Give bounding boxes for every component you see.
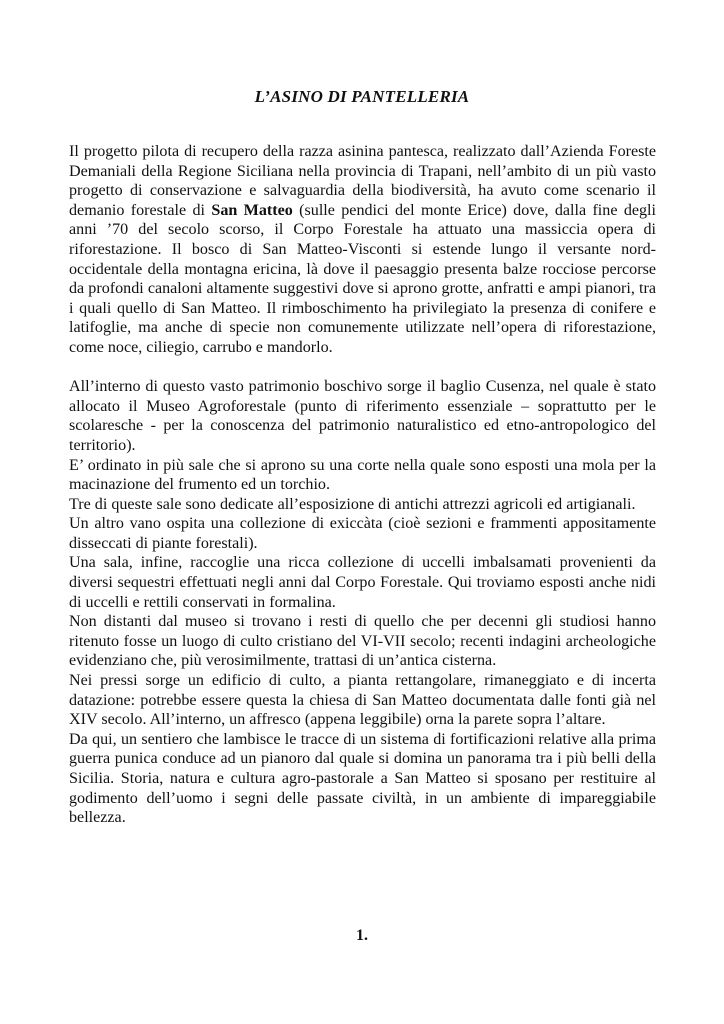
paragraph-san-matteo-project [69,142,656,358]
bold-place-name: San Matteo [211,201,293,219]
paragraph-birds: Una sala, infine, raccoglie una ricca collezione di uccelli imbalsamati provenienti da diversi sequestri effettuati negli anni dal Corpo Forestale. Qui troviamo esposti anche nidi di uccelli e rettili conservati in formalina. [69,554,656,611]
document-title: L’ASINO DI PANTELLERIA [254,87,470,106]
document-body [69,142,656,828]
paragraph-tools: Tre di queste sale sono dedicate all’esposizione di antichi attrezzi agricoli ed artigianali. [69,495,636,513]
paragraph-text: (sulle pendici del monte Erice) dove, dalla fine degli anni ’70 del secolo scorso, il Corpo Forestale ha attuato una massiccia opera di riforestazione. Il bosco di San Matteo-Visconti si estende lungo il versante nord-occidentale della montagna ericina, là dove il paesaggio presenta balze rocciose percorse da profondi canaloni altamente suggestivi dove si aprono grotte, anfratti e ampi pianori, tra i quali quello di San Matteo. Il rimboschimento ha privilegiato la presenza di conifere e latifoglie, ma anche di specie non comunemente utilizzate nell’opera di riforestazione, come noce, ciliegio, carrubo e mandorlo. [69,201,656,356]
paragraph-ruins: Non distanti dal museo si trovano i resti di quello che per decenni gli studiosi hanno ritenuto fosse un luogo di culto cristiano del VI-VII secolo; recenti indagini archeologiche evidenziano che, più verosimilmente, trattasi di un’antica cisterna. [69,613,656,670]
paragraph-museum: All’interno di questo vasto patrimonio boschivo sorge il baglio Cusenza, nel quale è stato allocato il Museo Agroforestale (punto di riferimento essenziale – soprattutto per le scolaresche - per la conoscenza del patrimonio naturalistico ed etno-antropologico del territorio). [69,378,656,454]
paragraph-rooms: E’ ordinato in più sale che si aprono su una corte nella quale sono esposti una mola per la macinazione del frumento ed un torchio. [69,456,656,494]
paragraph-text: Il progetto pilota di recupero della razza asinina pantesca, realizzato dall’Azienda Foreste Demaniali della Regione Siciliana nella provincia di Trapani, nell’ambito di un più vasto progetto di conservazione e salvaguardia della biodiversità, ha avuto come scenario il demanio forestale di [69,143,656,219]
paragraph-trail: Da qui, un sentiero che lambisce le tracce di un sistema di fortificazioni relative alla prima guerra punica conduce ad un pianoro dal quale si domina un panorama tra i più belli della Sicilia. Storia, natura e cultura agro-pastorale a San Matteo si sposano per restituire al godimento dell’uomo i segni delle passate civiltà, in un ambiente di impareggiabile bellezza. [69,730,656,827]
paragraph-exiccata: Un altro vano ospita una collezione di exiccàta (cioè sezioni e frammenti appositamente disseccati di piante forestali). [69,515,656,552]
page-number: 1. [356,927,368,944]
paragraph-church: Nei pressi sorge un edificio di culto, a pianta rettangolare, rimaneggiato e di incerta datazione: potrebbe essere questa la chiesa di San Matteo documentata dalle fonti già nel XIV secolo. All’interno, un affresco (appena leggibile) orna la parete sopra l’altare. [69,672,656,729]
